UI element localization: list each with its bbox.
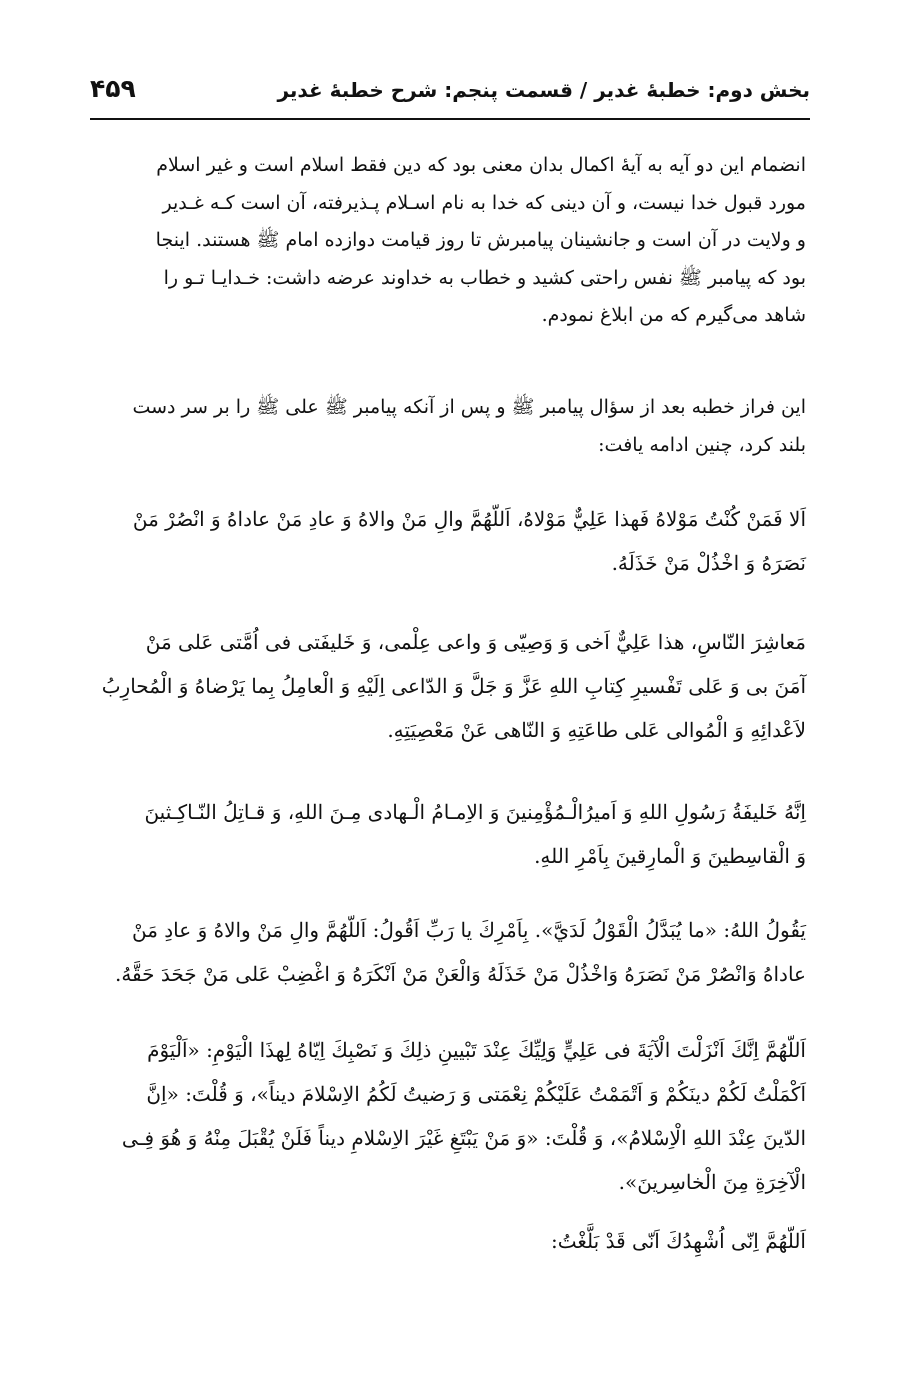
arabic-passage-ushhiduka: اَللّهُمَّ اِنّى اُشْهِدُكَ اَنّى قَدْ بَلَّغْتُ: — [551, 1229, 806, 1253]
arabic-passage-ayah: اَللّهُمَّ اِنَّكَ اَنْزَلْتَ الْآيَةَ فى عَلِيٍّ وَلِيِّكَ عِنْدَ تَبْيينِ ذلِكَ وَ نَصْبِكَ اِيّاهُ لِهذَا الْيَوْمِ: «اَلْيَوْمَ اَكْمَلْتُ لَكُمْ دينَكُمْ وَ اَتْمَمْتُ عَلَيْكُمْ نِعْمَتى وَ رَضيتُ لَكُمُ الاِسْلامَ ديناً»، وَ قُلْتَ: «اِنَّ الدّينَ عِنْدَ اللهِ الْاِسْلامُ»، وَ قُلْتَ: «وَ مَنْ يَبْتَغِ غَيْرَ الاِسْلامِ ديناً فَلَنْ يُقْبَلَ مِنْهُ وَ هُوَ فِـى الْآخِرَةِ مِنَ الْخاسِرينَ». — [121, 1038, 806, 1194]
page-number: ۴۵۹ — [90, 74, 136, 103]
arabic-passage-khalifa: اِنَّهُ خَليفَةُ رَسُولِ اللهِ وَ اَميرُالْـمُؤْمِنينَ وَ الاِمـامُ الْـهادى مِـنَ اللهِ، وَ قـاتِلُ النّـاكِـثينَ وَ الْقاسِطينَ وَ الْمارِقينَ بِاَمْرِ اللهِ. — [144, 800, 806, 868]
arabic-passage-mawla: اَلا فَمَنْ كُنْتُ مَوْلاهُ فَهذا عَلِيٌّ مَوْلاهُ، اَللّهُمَّ والِ مَنْ والاهُ وَ عادِ مَنْ عاداهُ وَ انْصُرْ مَنْ نَصَرَهُ وَ اخْذُلْ مَنْ خَذَلَهُ. — [132, 507, 806, 575]
running-header — [90, 74, 810, 114]
header-title: بخش دوم: خطبهٔ غدیر / قسمت پنجم: شرح خطبهٔ غدیر — [277, 78, 810, 102]
arabic-passage-ma'ashir: مَعاشِرَ النّاسِ، هذا عَلِيٌّ اَخى وَ وَصِيّى وَ واعى عِلْمى، وَ خَليفَتى فى اُمَّتى عَلى مَنْ آمَنَ بى وَ عَلى تَفْسيرِ كِتابِ اللهِ عَزَّ وَ جَلَّ وَ الدّاعى اِلَيْهِ وَ الْعامِلُ بِما يَرْضاهُ وَ الْمُحارِبُ لاَعْدائِهِ وَ الْمُوالى عَلى طاعَتِهِ وَ النّاهى عَنْ مَعْصِيَتِهِ. — [101, 630, 806, 742]
paragraph-continuation: این فراز خطبه بعد از سؤال پیامبر ﷺ و پس از آنکه پیامبر ﷺ علی ﷺ را بر سر دست بلند کرد، چنین ادامه یافت: — [132, 396, 806, 456]
paragraph-explanation: انضمام این دو آیه به آیهٔ اکمال بدان معنی بود که دین فقط اسلام است و غیر اسلام مورد قبول خدا نیست، و آن دینی که خدا به نام اسـلام پـذیرفته، آن است کـه غـدیر و ولایت در آن است و جانشینان پیامبرش تا روز قیامت دوازده امام ﷺ هستند. اینجا بود که پیامبر ﷺ نفس راحتی کشید و خطاب به خداوند عرضه داشت: خـدایـا تـو را شاهد می‌گیرم که من ابلاغ نمودم. — [155, 154, 806, 326]
header-divider — [90, 118, 810, 120]
arabic-passage-yaqulu: يَقُولُ اللهُ: «ما يُبَدَّلُ الْقَوْلُ لَدَيَّ». بِاَمْرِكَ يا رَبِّ اَقُولُ: اَللّهُمَّ والِ مَنْ والاهُ وَ عادِ مَنْ عاداهُ وَانْصُرْ مَنْ نَصَرَهُ وَاخْذُلْ مَنْ خَذَلَهُ وَالْعَنْ مَنْ اَنْكَرَهُ وَ اغْضِبْ عَلى مَنْ جَحَدَ حَقَّهُ. — [114, 918, 806, 986]
